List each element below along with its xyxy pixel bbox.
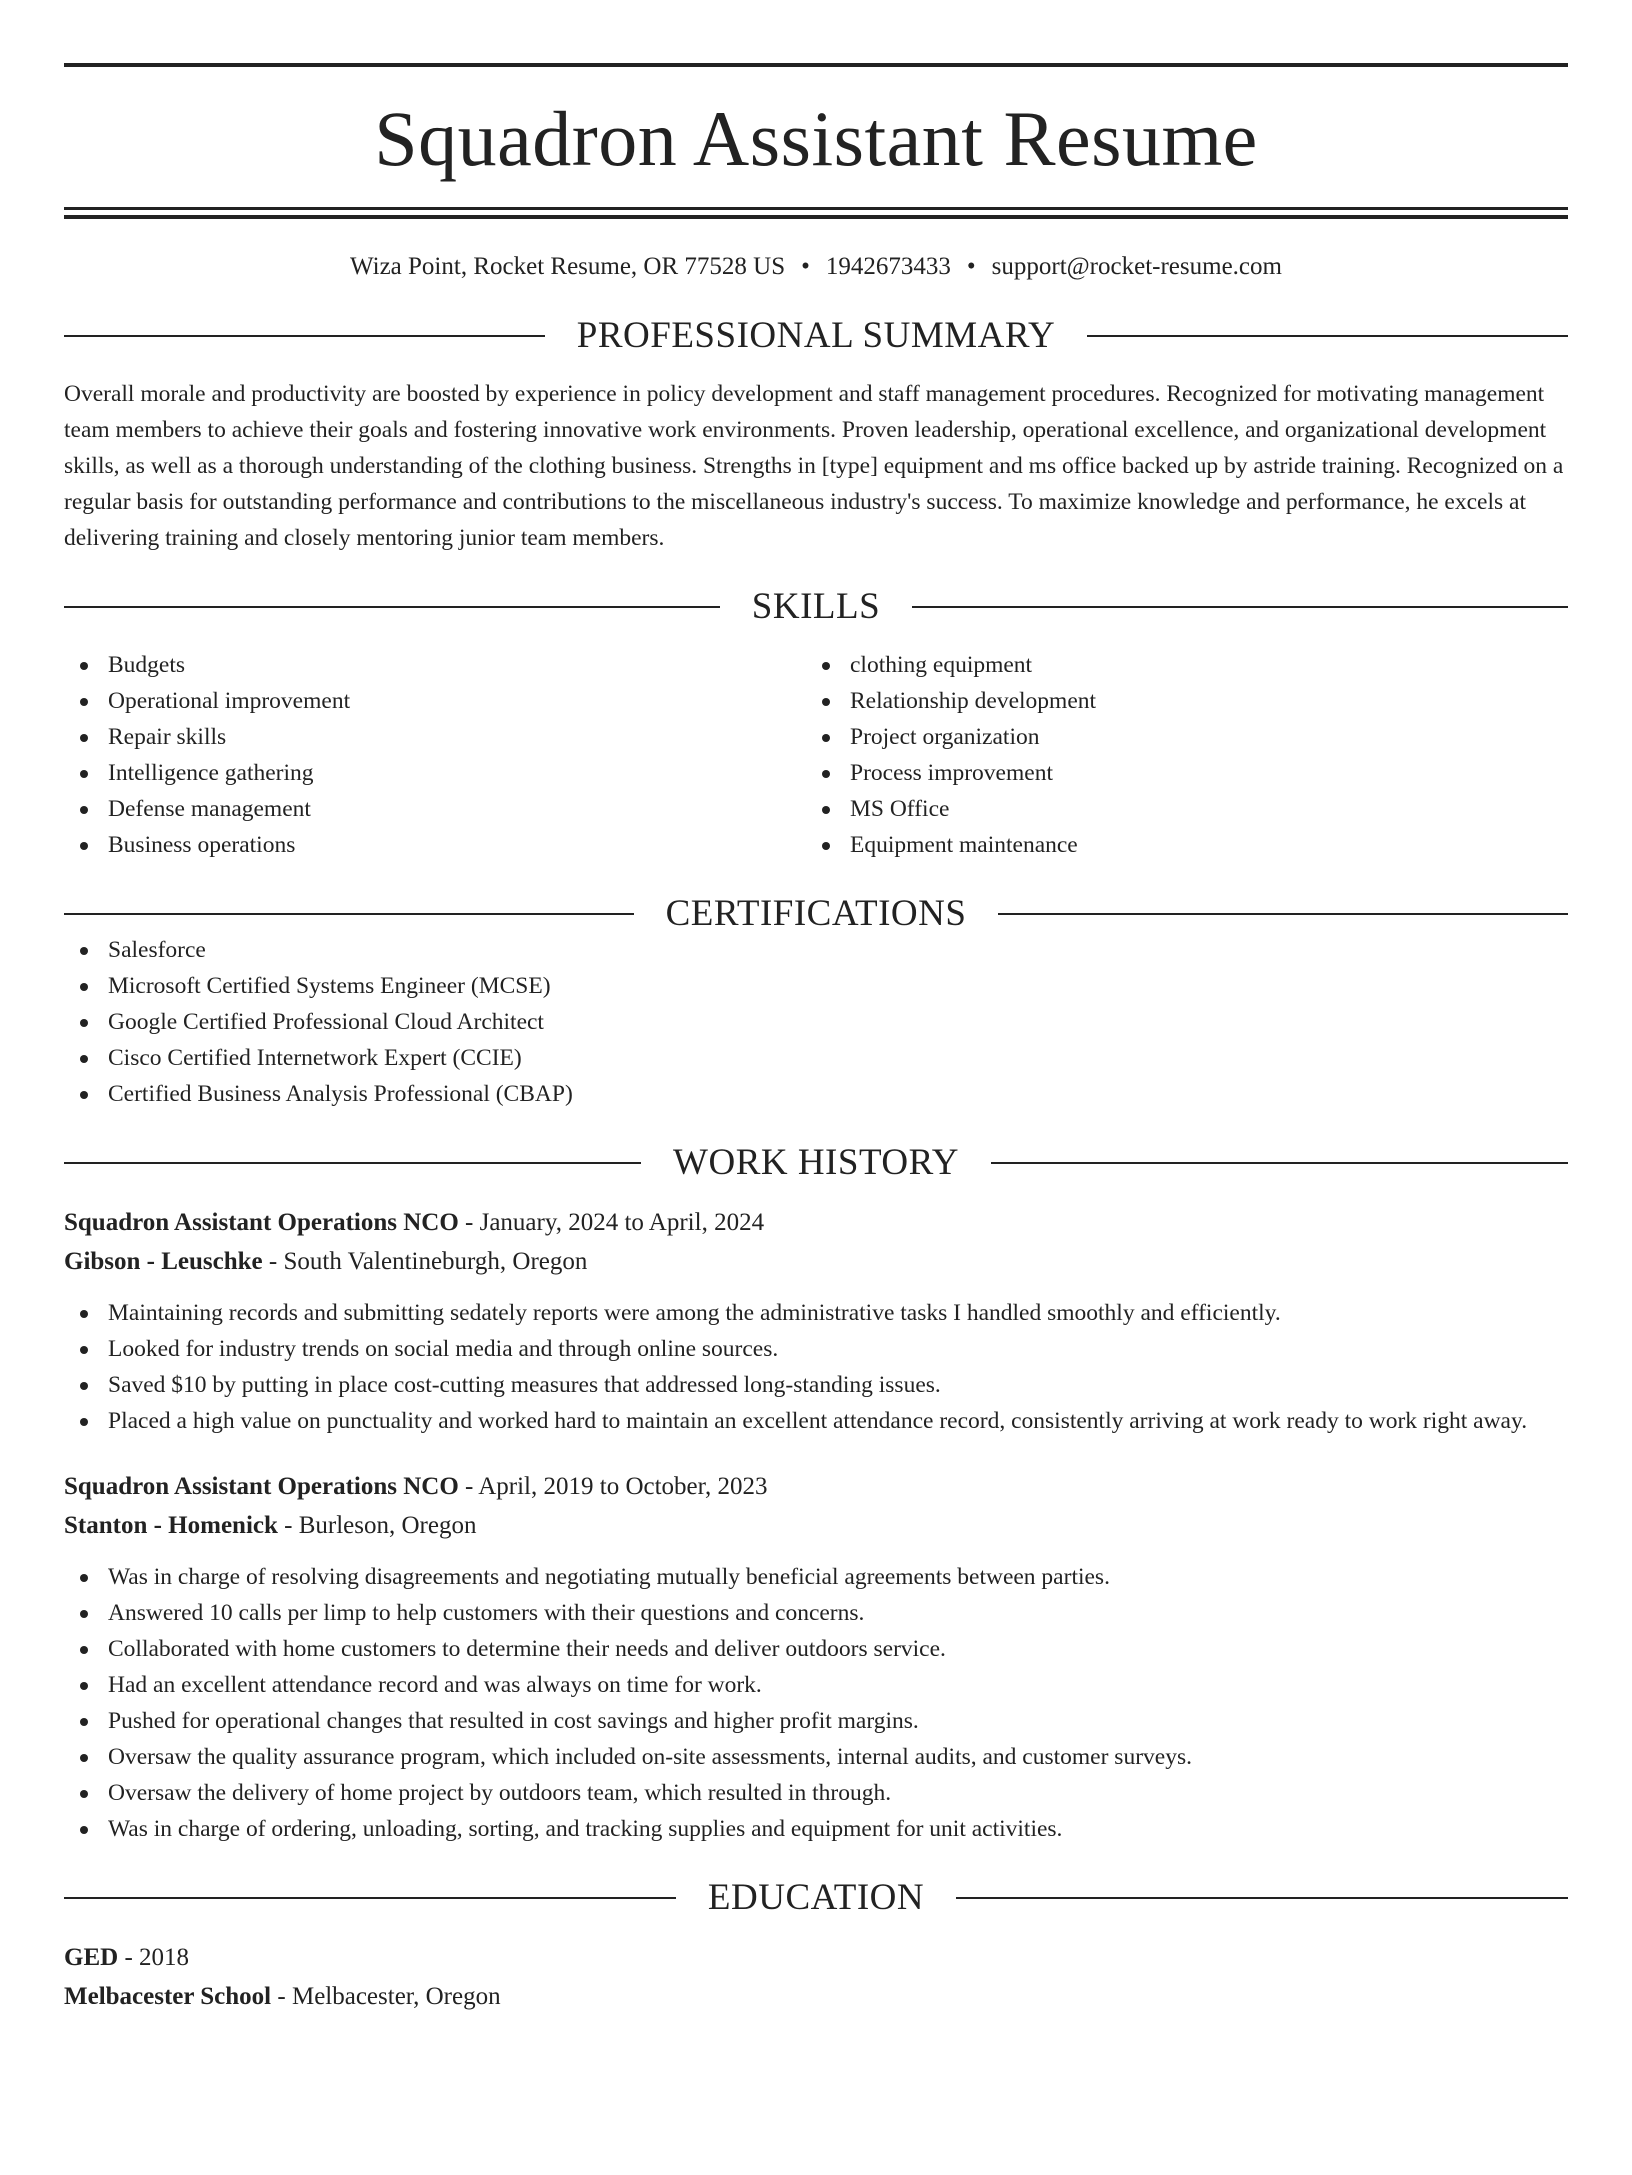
skill-item: Defense management <box>64 791 806 827</box>
skill-item: Operational improvement <box>64 683 806 719</box>
education-degree: GED <box>64 1944 119 1971</box>
contact-address: Wiza Point, Rocket Resume, OR 77528 US <box>350 253 786 280</box>
job-location: - Burleson, Oregon <box>277 1512 477 1539</box>
divider-line <box>64 335 545 337</box>
skill-item: Project organization <box>806 719 1548 755</box>
certification-item: Salesforce <box>64 932 1568 968</box>
education-year: - 2018 <box>118 1944 190 1971</box>
contact-email: support@rocket-resume.com <box>991 253 1282 280</box>
job-title-line <box>64 1203 1568 1242</box>
section-title-work-history: WORK HISTORY <box>673 1142 959 1183</box>
job-title: Squadron Assistant Operations NCO <box>64 1473 459 1500</box>
job-location: - South Valentineburgh, Oregon <box>262 1248 588 1275</box>
skills-column-left <box>64 647 806 863</box>
job-duty-item: Pushed for operational changes that resulted in cost savings and higher profit margins. <box>64 1703 1568 1739</box>
job-entry <box>64 1203 1568 1439</box>
section-title-skills: SKILLS <box>751 586 881 627</box>
contact-separator: • <box>966 253 976 280</box>
job-duty-item: Answered 10 calls per limp to help customers with their questions and concerns. <box>64 1595 1568 1631</box>
certification-item: Cisco Certified Internetwork Expert (CCIE) <box>64 1040 1568 1076</box>
skill-item: clothing equipment <box>806 647 1548 683</box>
job-duty-item: Saved $10 by putting in place cost-cutting measures that addressed long-standing issues. <box>64 1367 1568 1403</box>
top-rule <box>64 63 1568 67</box>
job-duty-item: Looked for industry trends on social media and through online sources. <box>64 1331 1568 1367</box>
job-company: Gibson - Leuschke <box>64 1248 263 1275</box>
section-header-skills <box>64 588 1568 625</box>
certification-item: Microsoft Certified Systems Engineer (MCSE) <box>64 968 1568 1004</box>
divider-line <box>64 606 720 608</box>
job-duty-item: Was in charge of ordering, unloading, sorting, and tracking supplies and equipment for unit activities. <box>64 1811 1568 1847</box>
education-school-line <box>64 1977 1568 2016</box>
divider-line <box>912 606 1568 608</box>
certification-item: Certified Business Analysis Professional (CBAP) <box>64 1076 1568 1112</box>
education-entry <box>64 1938 1568 2016</box>
job-company-line <box>64 1242 1568 1281</box>
contact-phone: 1942673433 <box>825 253 951 280</box>
job-company: Stanton - Homenick <box>64 1512 278 1539</box>
job-duty-item: Maintaining records and submitting sedately reports were among the administrative tasks I handled smoothly and efficiently. <box>64 1295 1568 1331</box>
certification-item: Google Certified Professional Cloud Architect <box>64 1004 1568 1040</box>
job-title-line <box>64 1467 1568 1506</box>
skill-item: MS Office <box>806 791 1548 827</box>
skill-item: Equipment maintenance <box>806 827 1548 863</box>
skill-item: Repair skills <box>64 719 806 755</box>
divider-line <box>64 1897 676 1899</box>
job-company-line <box>64 1506 1568 1545</box>
skill-item: Relationship development <box>806 683 1548 719</box>
job-dates: - January, 2024 to April, 2024 <box>458 1209 765 1236</box>
section-title-education: EDUCATION <box>707 1877 925 1918</box>
job-duty-item: Was in charge of resolving disagreements and negotiating mutually beneficial agreements between parties. <box>64 1559 1568 1595</box>
job-entry <box>64 1467 1568 1847</box>
job-duty-item: Placed a high value on punctuality and worked hard to maintain an excellent attendance record, consistently arriving at work ready to work right away. <box>64 1403 1568 1439</box>
skill-item: Business operations <box>64 827 806 863</box>
summary-text: Overall morale and productivity are boosted by experience in policy development and staff management procedures. Recognized for motivating management team members to achieve their goals and fostering innovative work environments. Proven leadership, operational excellence, and organizational development skills, as well as a thorough understanding of the clothing business. Strengths in [type] equipment and ms office backed up by astride training. Recognized on a regular basis for outstanding performance and contributions to the miscellaneous industry's success. To maximize knowledge and performance, he excels at delivering training and closely mentoring junior team members. <box>64 381 1564 551</box>
section-header-work-history <box>64 1144 1568 1181</box>
divider-line <box>998 913 1568 915</box>
section-header-certifications <box>64 895 1568 932</box>
section-header-education <box>64 1879 1568 1916</box>
job-duties-list <box>64 1295 1568 1439</box>
divider-line <box>991 1162 1568 1164</box>
skills-list <box>64 647 1568 863</box>
contact-separator: • <box>801 253 810 280</box>
job-duty-item: Oversaw the delivery of home project by outdoors team, which resulted in through. <box>64 1775 1568 1811</box>
title-double-rule <box>64 207 1568 219</box>
divider-line <box>1087 335 1568 337</box>
job-duty-item: Collaborated with home customers to determine their needs and deliver outdoors service. <box>64 1631 1568 1667</box>
skills-column-right <box>806 647 1548 863</box>
skill-item: Intelligence gathering <box>64 755 806 791</box>
contact-line <box>64 253 1568 281</box>
resume-page <box>0 63 1632 2175</box>
skill-item: Process improvement <box>806 755 1548 791</box>
education-degree-line <box>64 1938 1568 1977</box>
divider-line <box>64 913 634 915</box>
skill-item: Budgets <box>64 647 806 683</box>
job-duties-list <box>64 1559 1568 1847</box>
job-dates: - April, 2019 to October, 2023 <box>458 1473 768 1500</box>
education-location: - Melbacester, Oregon <box>271 1983 501 2010</box>
section-title-summary: PROFESSIONAL SUMMARY <box>576 315 1056 356</box>
education-school: Melbacester School <box>64 1983 272 2010</box>
job-duty-item: Had an excellent attendance record and was always on time for work. <box>64 1667 1568 1703</box>
job-title: Squadron Assistant Operations NCO <box>64 1209 459 1236</box>
job-duty-item: Oversaw the quality assurance program, which included on-site assessments, internal audits, and customer surveys. <box>64 1739 1568 1775</box>
page-title: Squadron Assistant Resume <box>374 95 1258 182</box>
section-header-summary <box>64 317 1568 354</box>
divider-line <box>64 1162 641 1164</box>
divider-line <box>956 1897 1568 1899</box>
certifications-list <box>64 932 1568 1112</box>
section-title-certifications: CERTIFICATIONS <box>665 893 967 934</box>
